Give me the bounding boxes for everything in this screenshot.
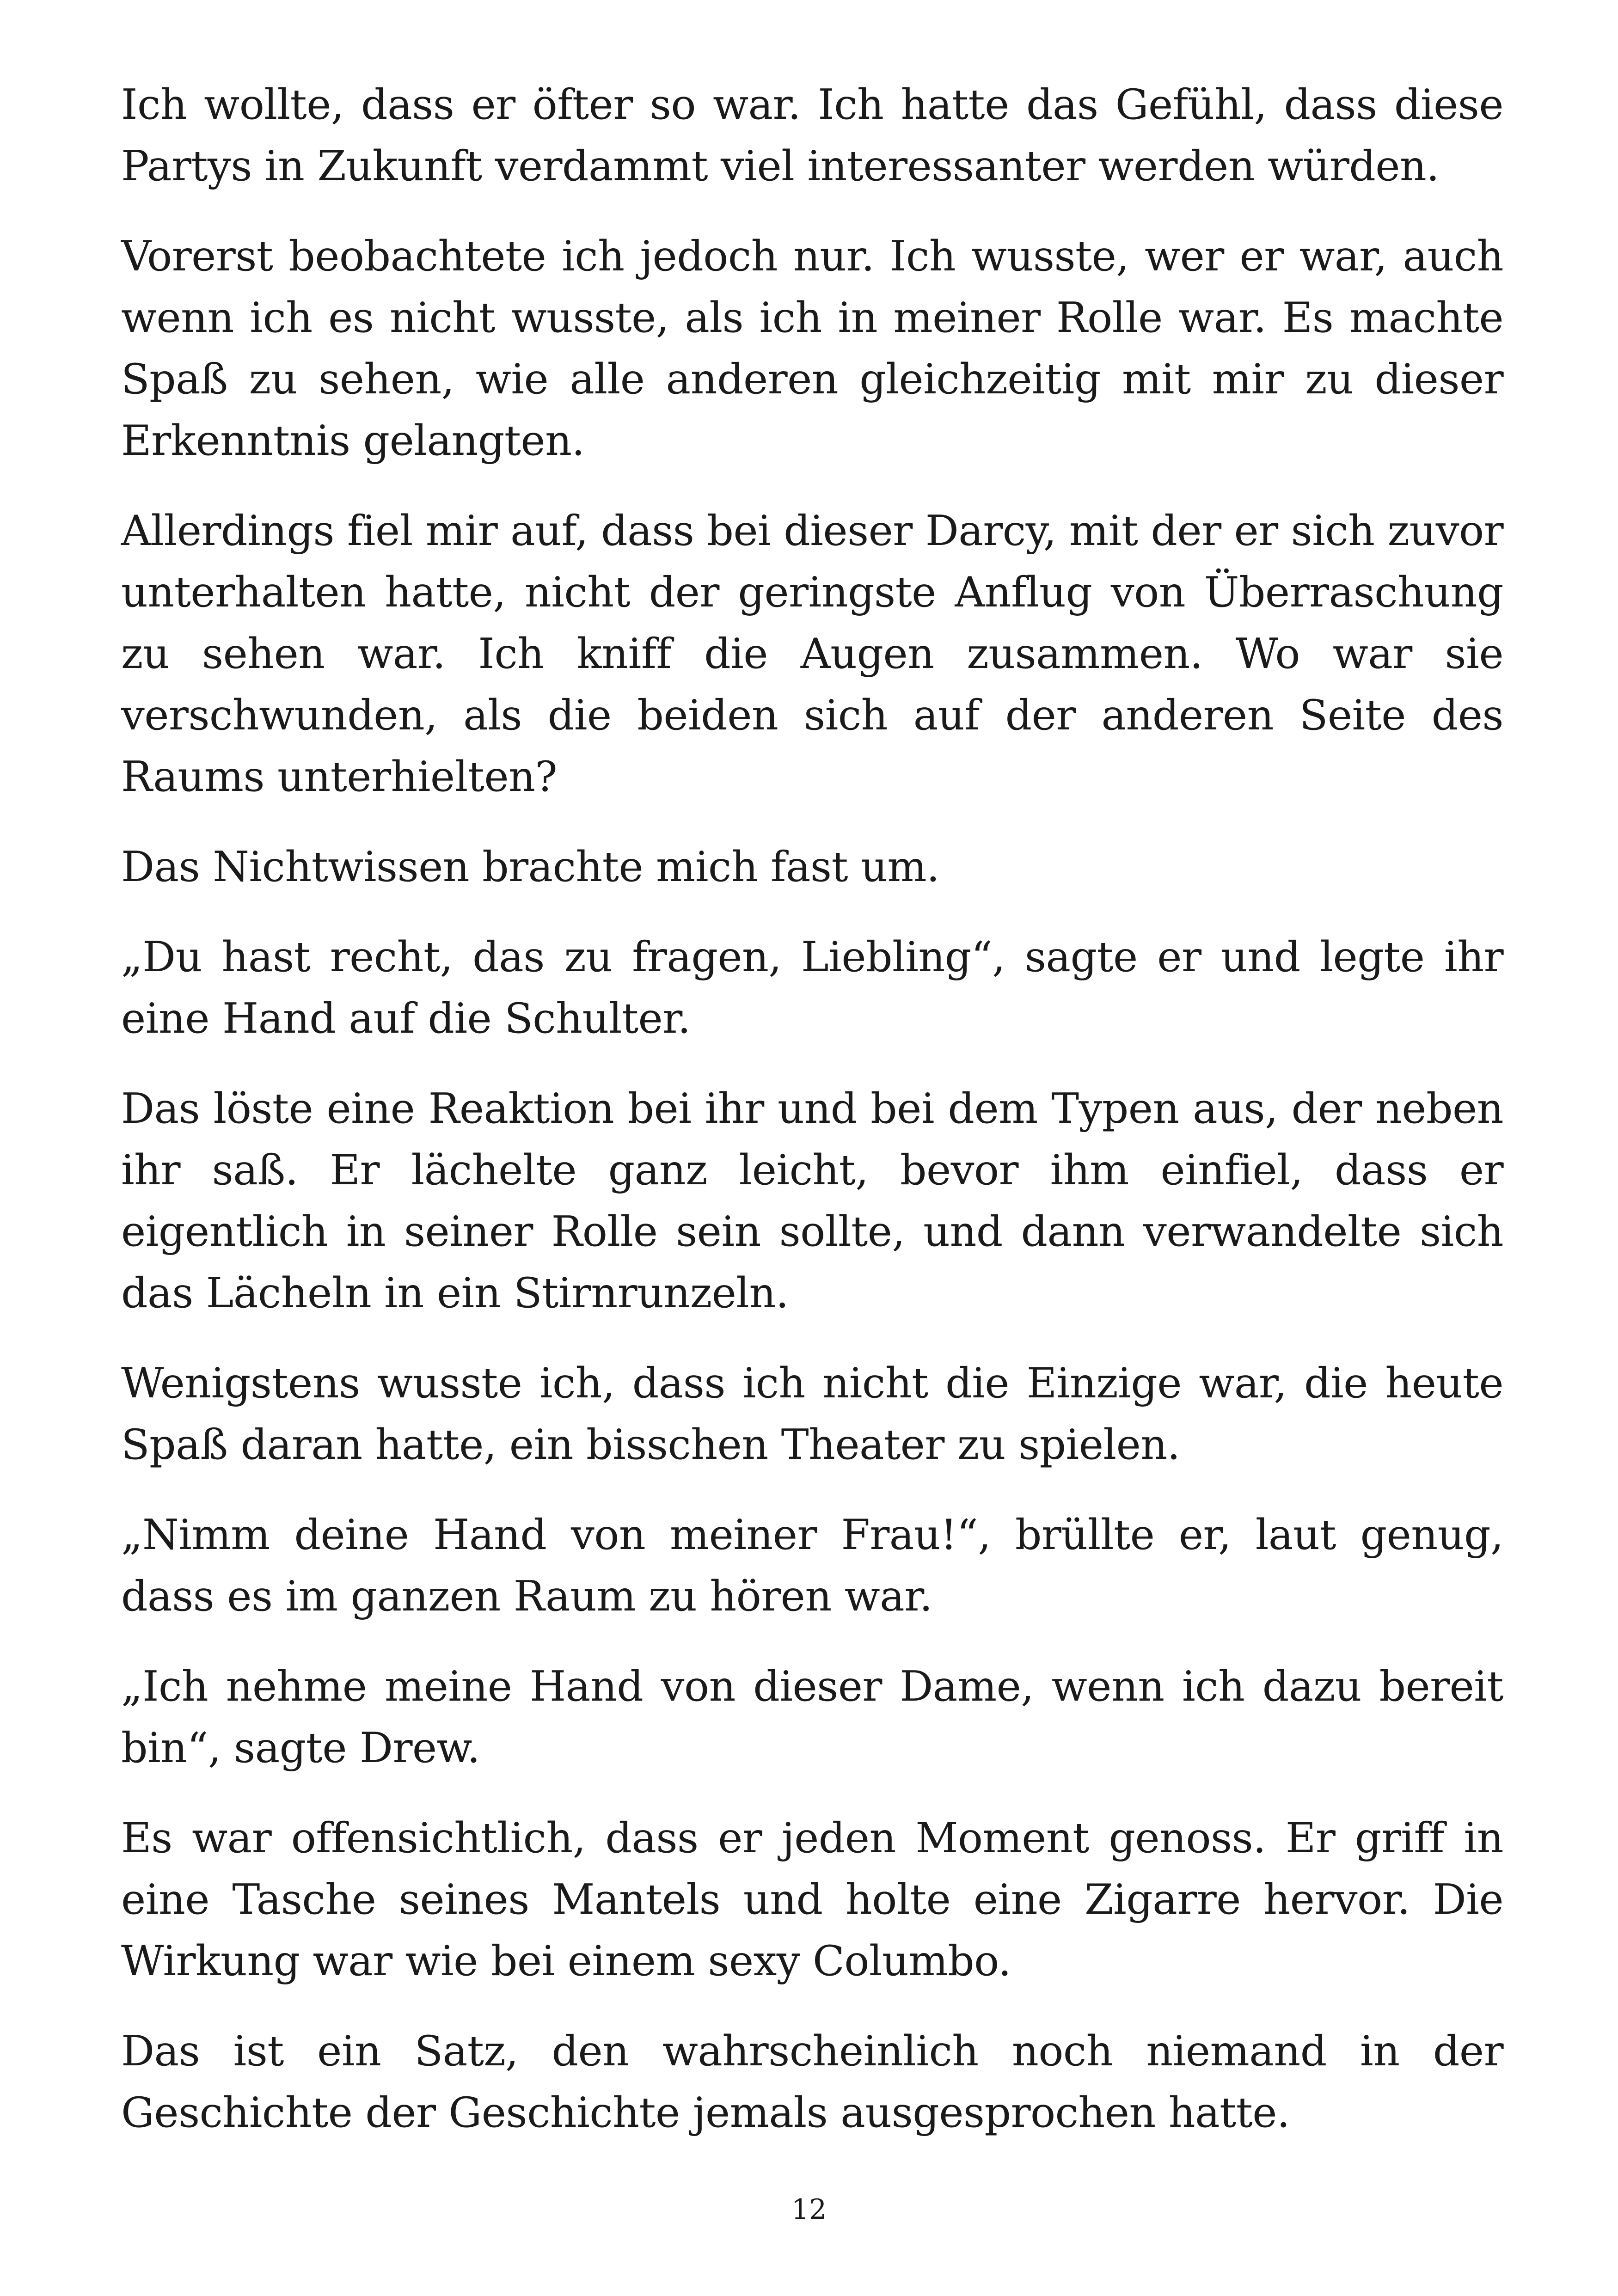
paragraph-8: „Nimm deine Hand von meiner Frau!“, brüllte er, laut genug, dass es im ganzen Raum zu hören war. — [121, 1511, 1503, 1621]
paragraph-4: Das Nichtwissen brachte mich fast um. — [121, 843, 940, 891]
paragraph-3: Allerdings fiel mir auf, dass bei dieser Darcy, mit der er sich zuvor unterhalten hatte, nicht der geringste Anflug von Überraschung zu sehen war. Ich kniff die Augen zusammen. Wo war sie verschwunden, als die beiden sich auf der anderen Seite des Raums unterhielten? — [121, 507, 1503, 801]
paragraph-6: Das löste eine Reaktion bei ihr und bei dem Typen aus, der neben ihr saß. Er lächelte ganz leicht, bevor ihm einfiel, dass er eigentlich in seiner Rolle sein sollte, und dann verwandelte sich das Lächeln in ein Stirnrunzeln. — [121, 1084, 1503, 1317]
page-number: 12 — [791, 2193, 827, 2226]
paragraph-11: Das ist ein Satz, den wahrscheinlich noch niemand in der Geschichte der Geschichte jemals ausgesprochen hatte. — [121, 2027, 1503, 2137]
paragraph-2: Vorerst beobachtete ich jedoch nur. Ich wusste, wer er war, auch wenn ich es nicht wusste, als ich in meiner Rolle war. Es machte Spaß zu sehen, wie alle anderen gleichzeitig mit mir zu dieser Erkenntnis gelangten. — [121, 232, 1503, 465]
body-text — [121, 74, 1503, 2172]
paragraph-1: Ich wollte, dass er öfter so war. Ich hatte das Gefühl, dass diese Partys in Zukunft verdammt viel interessanter werden würden. — [121, 80, 1503, 190]
paragraph-5: „Du hast recht, das zu fragen, Liebling“, sagte er und legte ihr eine Hand auf die Schulter. — [121, 933, 1503, 1043]
paragraph-9: „Ich nehme meine Hand von dieser Dame, wenn ich dazu bereit bin“, sagte Drew. — [121, 1662, 1503, 1772]
paragraph-7: Wenigstens wusste ich, dass ich nicht die Einzige war, die heute Spaß daran hatte, ein bisschen Theater zu spielen. — [121, 1359, 1503, 1469]
paragraph-10: Es war offensichtlich, dass er jeden Moment genoss. Er griff in eine Tasche seines Mantels und holte eine Zigarre hervor. Die Wirkung war wie bei einem sexy Columbo. — [121, 1814, 1503, 1985]
